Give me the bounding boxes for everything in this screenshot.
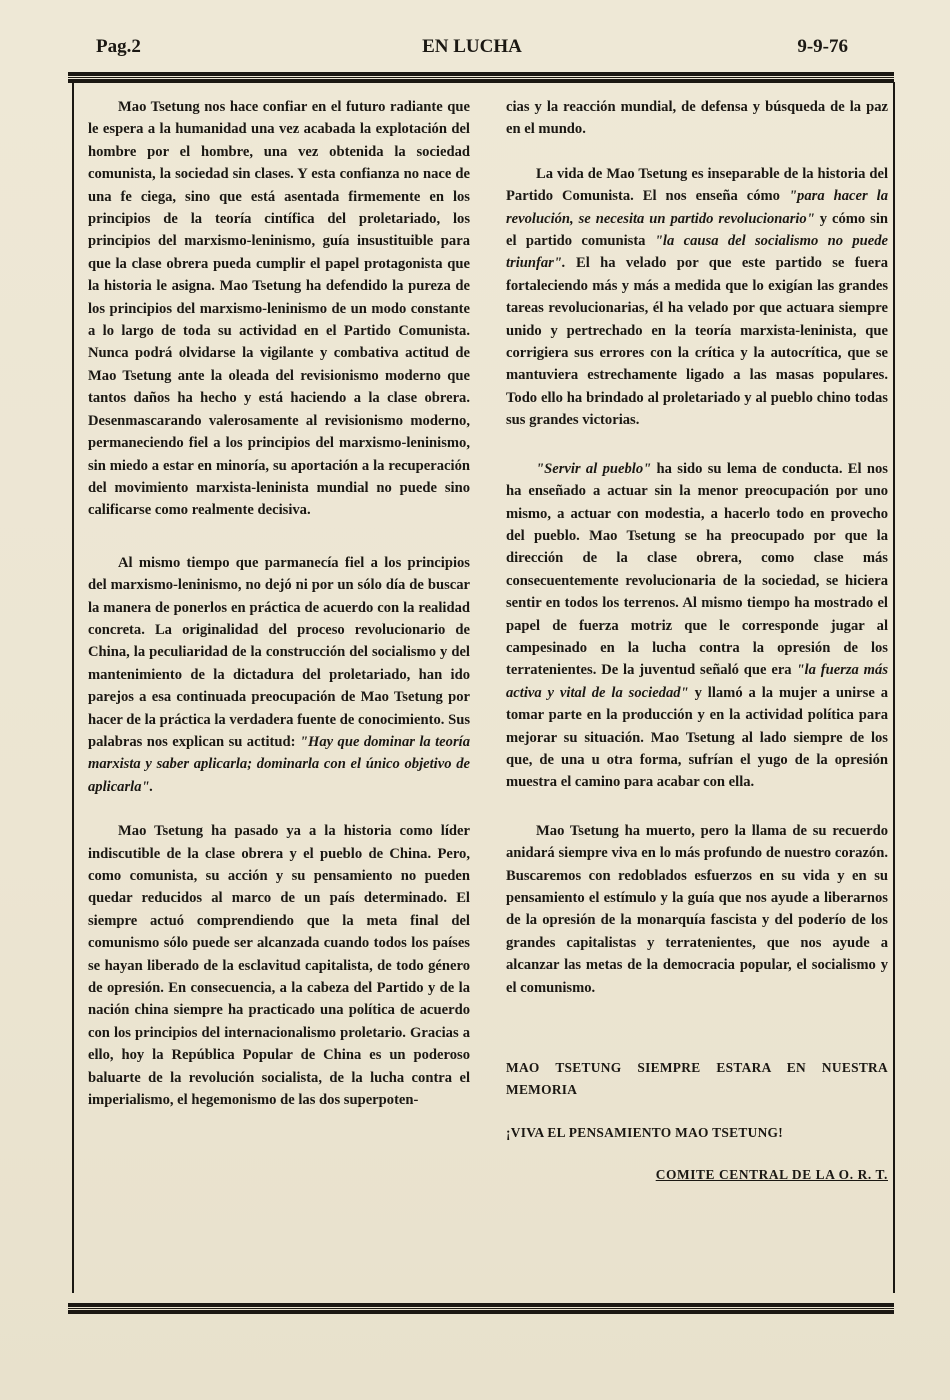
page-number: Pag.2 <box>96 36 141 57</box>
signature-committee: COMITE CENTRAL DE LA O. R. T. <box>655 1167 888 1183</box>
right-column <box>506 96 888 1187</box>
issue-date: 9-9-76 <box>797 36 848 57</box>
page-header <box>96 36 848 60</box>
paragraph: Mao Tsetung ha muerto, pero la llama de su recuerdo anidará siempre viva en lo más profundo de nuestro corazón. Buscaremos con redoblados esfuerzos en su vida y en su pensamiento el estímulo y la guía que nos ayude a liberarnos de la opresión de la monarquía fascista y del poderío de los grandes capitalistas y terratenientes, que nos ayude a alcanzar las metas de la democracia popular, el socialismo y el comunismo. <box>506 822 888 996</box>
paragraph: Al mismo tiempo que parmanecía fiel a los principios del marxismo-leninismo, no dejó ni por un sólo día de buscar la manera de ponerlos en práctica de acuerdo con la realidad concreta. La originalidad del proceso revolucionario de China, la peculiaridad de la construcción del socialismo y del mantenimiento de la dictadura del proletariado, han ido parejos a esa continuada preocupación de Mao Tsetung por hacer de la práctica la verdadera fuente de conocimiento. Sus palabras nos explican su actitud: "Hay que dominar la teoría marxista y saber aplicarla; dominarla con el único objetivo de aplicarla". <box>88 554 470 795</box>
left-column <box>88 96 470 1111</box>
paragraph: La vida de Mao Tsetung es inseparable de la historia del Partido Comunista. El nos enseña cómo "para hacer la revolución, se necesita un partido revolucionario" y cómo sin el partido comunista "la causa del socialismo no puede triunfar". El ha velado por que este partido se fuera fortaleciendo más y más a medida que lo exigían las grandes tareas revolucionarias, él ha velado por que actuara siempre unido y pertrechado en la teoría marxista-leninista, que corrigiera sus errores con la crítica y la autocrítica, que se mantuviera estrechamente ligado a las masas populares. Todo ello ha brindado al proletariado y al pueblo chino todas sus grandes victorias. <box>506 165 888 429</box>
paragraph: "Servir al pueblo" ha sido su lema de conducta. El nos ha enseñado a actuar sin la menor preocupación por uno mismo, a actuar con modestia, a hacerlo todo en provecho del pueblo. Mao Tsetung se ha preocupado por que la dirección de la clase obrera, como clase más consecuentemente revolucionaria de la sociedad, se hiciera sentir en todos los terrenos. Al mismo tiempo ha mostrado el papel de fuerza motriz que le corresponde jugar al campesinado en la lucha contra la opresión de los terratenientes. De la juventud señaló que era "la fuerza más activa y vital de la sociedad" y llamó a la mujer a unirse a tomar parte en la producción y en la actividad política para mejorar su situación. Mao Tsetung al lado siempre de los que, de una u otra forma, sufrían el yugo de la opresión muestra el camino para acabar con ella. <box>506 460 889 791</box>
paragraph: Mao Tsetung nos hace confiar en el futuro radiante que le espera a la humanidad una vez acabada la explotación del hombre por el hombre, una vez obtenida la sociedad comunista, la sociedad sin clases. Y esta confianza no nace de una fe ciega, sino que está asentada firmemente en los principios de la teoría cintífica del proletariado, los principios del marxismo-leninismo, guía insustituible para que la clase obrera pueda cumplir el papel protagonista que la historia le asigna. Mao Tsetung ha defendido la pureza de los principios del marxismo-leninismo de un modo constante a lo largo de toda su actividad en el Partido Comunista. Nunca podrá olvidarse la vigilante y combativa actitud de Mao Tsetung ante la oleada del revisionismo moderno que tantos daños ha hecho y está haciendo a la clase obrera. Desenmascarando valerosamente al revisionismo moderno, permaneciendo fiel a los principios del marxismo-leninismo, sin miedo a estar en minoría, su aportación a la recuperación del movimiento marxista-leninista mundial no puede sino calificarse como realmente decisiva. <box>88 99 470 519</box>
paragraph: Mao Tsetung ha pasado ya a la historia como líder indiscutible de la clase obrera y el pueblo de China. Pero, como comunista, su acción y su pensamiento no pueden quedar reducidos al marco de un país determinado. El siempre actuó comprendiendo que la meta final del comunismo sólo puede ser alcanzada cuando todos los países se hayan liberado de la esclavitud capitalista, de todo género de opresión. En consecuencia, a la cabeza del Partido y de la nación china siempre ha practicado una política de acuerdo con los principios del internacionalismo proletario. Gracias a ello, hoy la República Popular de China es un poderoso baluarte de la revolución socialista, de la lucha contra el imperialismo, el hegemonismo de las dos superpoten- <box>88 823 470 1109</box>
slogan-viva: ¡VIVA EL PENSAMIENTO MAO TSETUNG! <box>506 1124 784 1140</box>
slogan-memory: MAO TSETUNG SIEMPRE ESTARA EN NUESTRA MEMORIA <box>506 1060 888 1098</box>
paragraph: cias y la reacción mundial, de defensa y búsqueda de la paz en el mundo. <box>506 99 888 138</box>
bottom-rule <box>68 1303 894 1314</box>
publication-title: EN LUCHA <box>422 36 522 57</box>
